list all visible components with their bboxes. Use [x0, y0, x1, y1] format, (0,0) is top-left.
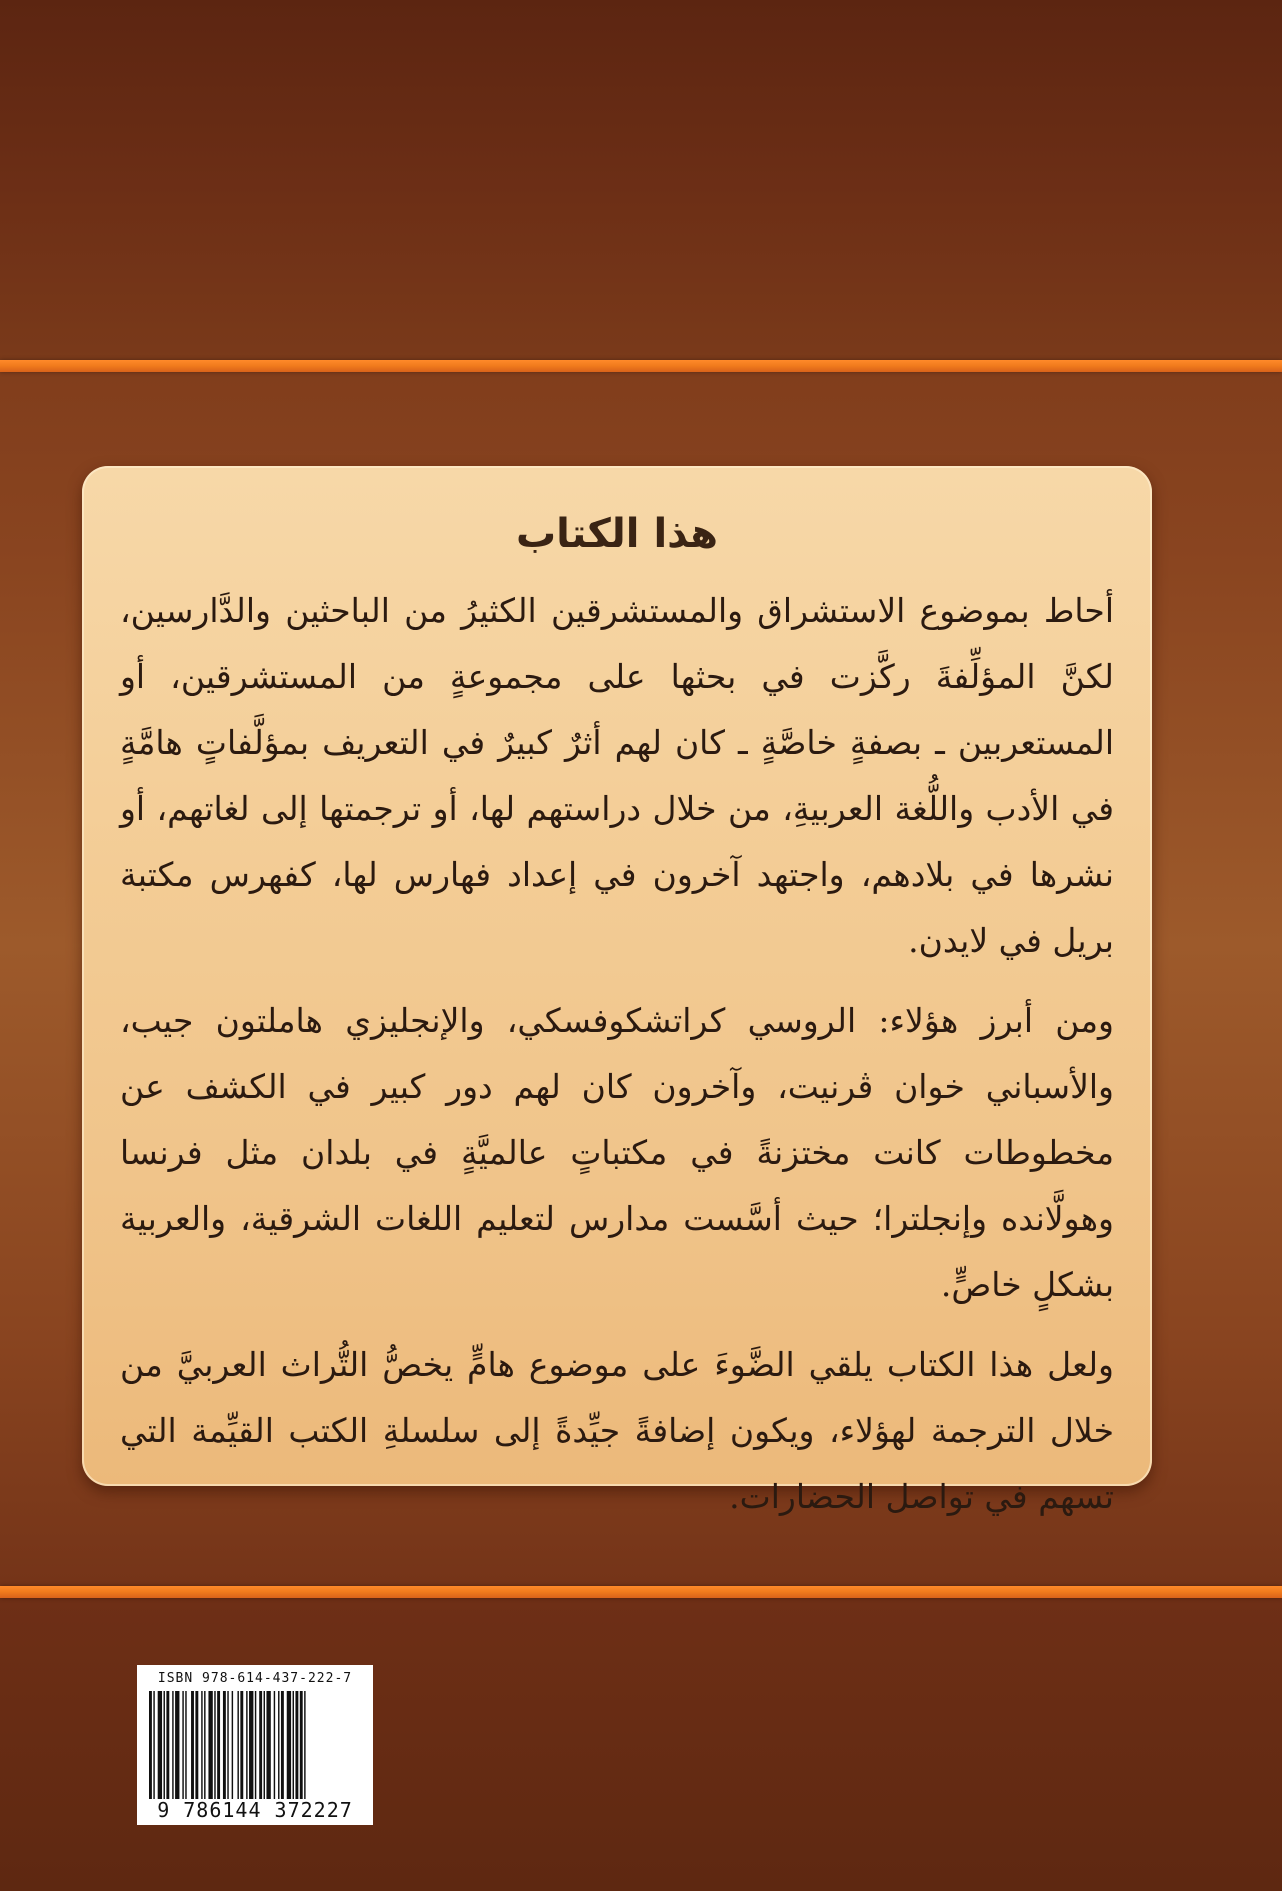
- top-orange-stripe: [0, 360, 1282, 372]
- isbn-label: ISBN 978-614-437-222-7: [157, 1671, 353, 1686]
- top-band: [0, 0, 1282, 362]
- isbn-digits: 9 786144 372227: [157, 1798, 353, 1822]
- bottom-orange-stripe: [0, 1586, 1282, 1598]
- blurb-title: هذا الكتاب: [515, 511, 718, 557]
- blurb-paragraph-2: ومن أبرز هؤلاء: الروسي كراتشكوفسكي، والإنجليزي هاملتون جيب، والأسباني خوان ڤرنيت، وآخرون كان لهم دور كبير في الكشف عن مخطوطات كانت مختزنةً في مكتباتٍ عالميَّةٍ في بلدان مثل فرنسا وهولَّانده وإنجلترا؛ حيث أسَّست مدارس لتعليم اللغات الشرقية، والعربية بشكلٍ خاصٍّ.: [120, 1001, 1114, 1304]
- isbn-barcode: [137, 1665, 373, 1825]
- blurb-paragraph-3: ولعل هذا الكتاب يلقي الضَّوءَ على موضوع هامٍّ يخصُّ التُّراث العربيَّ من خلال الترجمة لهؤلاء، ويكون إضافةً جيِّدةً إلى سلسلةِ الكتب القيِّمة التي تسهم في تواصل الحضارات.: [120, 1345, 1114, 1516]
- blurb-panel: [82, 466, 1152, 1516]
- barcode-bars: [145, 1691, 365, 1799]
- blurb-paragraph-1: أحاط بموضوع الاستشراق والمستشرقين الكثيرُ من الباحثين والدَّارسين، لكنَّ المؤلِّفةَ ركَّزت في بحثها على مجموعةٍ من المستشرقين، أو المستعربين ـ بصفةٍ خاصَّةٍ ـ كان لهم أثرٌ كبيرٌ في التعريف بمؤلَّفاتٍ هامَّةٍ في الأدب واللُّغة العربيةِ، من خلال دراستهم لها، أو ترجمتها إلى لغاتهم، أو نشرها في بلادهم، واجتهد آخرون في إعداد فهارس لها، كفهرس مكتبة بريل في لايدن.: [120, 591, 1114, 960]
